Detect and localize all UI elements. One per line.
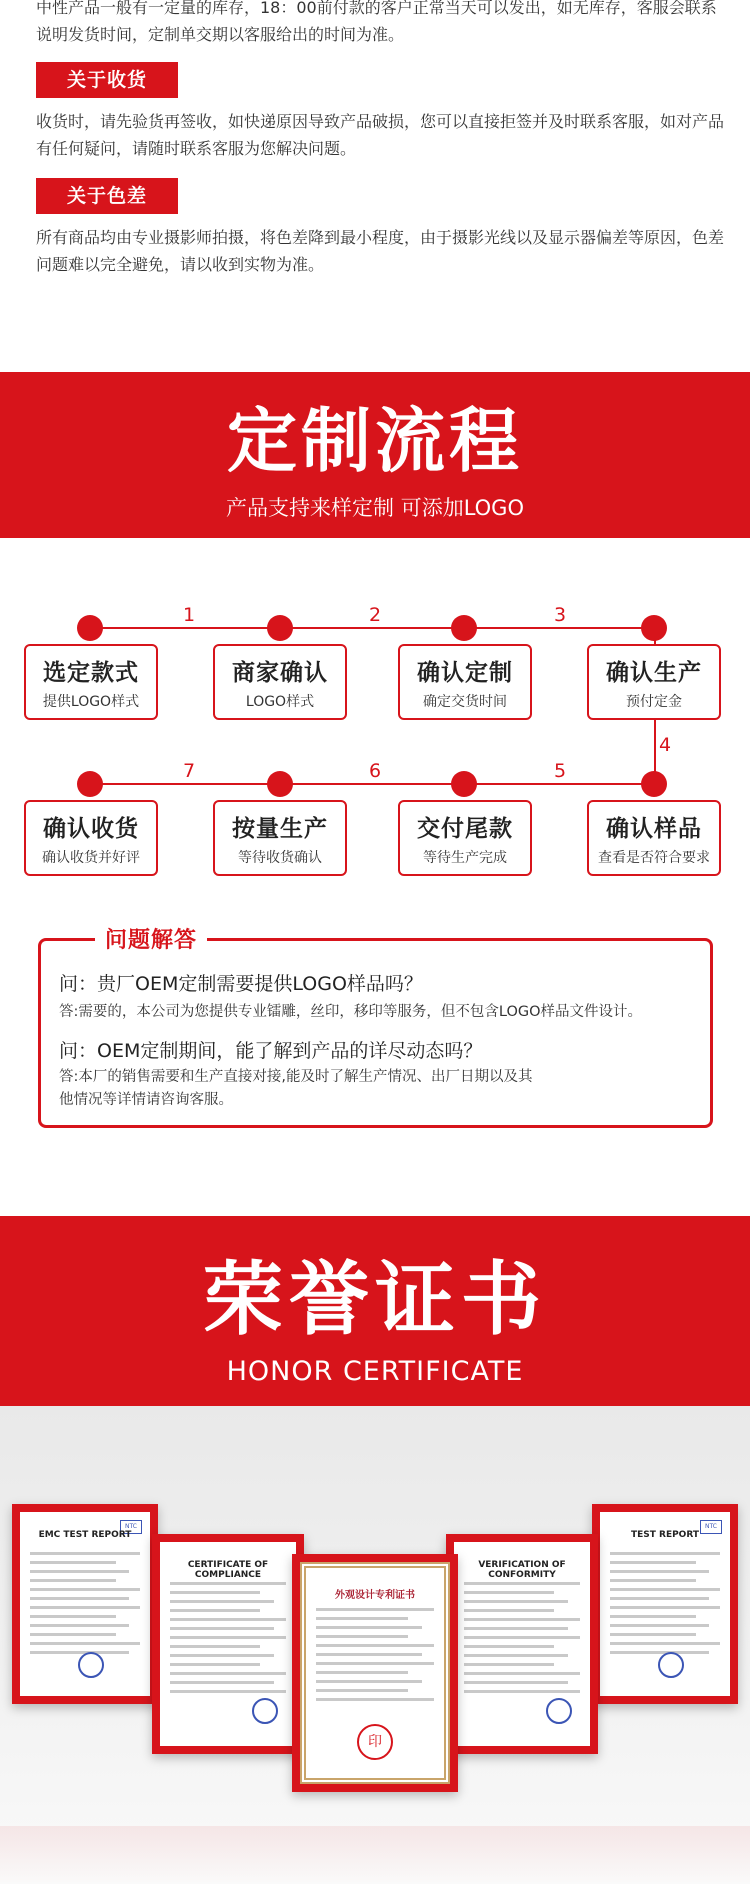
step-dot xyxy=(267,615,293,641)
step-number: 4 xyxy=(658,734,672,756)
step-desc: 提供LOGO样式 xyxy=(42,694,140,710)
ntc-logo-icon: NTC xyxy=(120,1520,142,1534)
step-desc: 查看是否符合要求 xyxy=(598,850,710,866)
certificate-body-lines xyxy=(464,1582,580,1699)
certificate-title: TEST REPORT xyxy=(630,1530,700,1540)
stamp-seal-icon xyxy=(546,1698,572,1724)
step-number: 1 xyxy=(182,604,196,626)
step-title: 商家确认 xyxy=(232,660,328,686)
certificate-test-report xyxy=(592,1504,738,1704)
step-title: 交付尾款 xyxy=(417,816,513,842)
official-seal-icon: 印 xyxy=(357,1724,393,1760)
color-tag: 关于色差 xyxy=(36,178,178,214)
step-desc: 确定交货时间 xyxy=(423,694,507,710)
certificate-emc-test-report xyxy=(12,1504,158,1704)
certificates-showcase xyxy=(0,1406,750,1884)
step-number: 2 xyxy=(368,604,382,626)
certificate-paper xyxy=(600,1512,730,1696)
step-title: 选定款式 xyxy=(43,660,139,686)
step-dot xyxy=(641,771,667,797)
step-confirm-custom xyxy=(398,644,532,720)
notice-section xyxy=(0,0,750,372)
certificate-title: EMC TEST REPORT xyxy=(38,1530,132,1540)
process-subtitle: 产品支持来样定制 可添加LOGO xyxy=(226,496,524,520)
receipt-tag: 关于收货 xyxy=(36,62,178,98)
step-desc: 预付定金 xyxy=(626,694,682,710)
faq-title: 问题解答 xyxy=(95,923,207,954)
shipping-text: 中性产品一般有一定量的库存，18：00前付款的客户正常当天可以发出，如无库存，客服会联系说明发货时间，定制单交期以客服给出的时间为准。 xyxy=(36,0,717,44)
certificate-body-lines xyxy=(316,1608,434,1707)
faq-box xyxy=(38,928,713,1128)
step-desc: 确认收货并好评 xyxy=(42,850,140,866)
certificate-title: CERTIFICATE OF COMPLIANCE xyxy=(187,1560,269,1580)
certificate-title: 外观设计专利证书 xyxy=(335,1590,415,1601)
certificate-paper xyxy=(160,1542,296,1746)
certificate-verification-of-conformity xyxy=(446,1534,598,1754)
faq-answer-2-line-2: 他情况等详情请咨询客服。 xyxy=(59,1092,233,1108)
certificate-body-lines xyxy=(170,1582,286,1699)
ntc-logo-icon: NTC xyxy=(700,1520,722,1534)
step-confirm-receipt xyxy=(24,800,158,876)
process-banner xyxy=(0,372,750,538)
step-dot xyxy=(267,771,293,797)
step-dot xyxy=(77,615,103,641)
receipt-text: 收货时，请先验货再签收，如快递原因导致产品破损，您可以直接拒签并及时联系客服，如对产品有任何疑问，请随时联系客服为您解决问题。 xyxy=(36,112,725,158)
faq-question-2: 问：OEM定制期间，能了解到产品的详尽动态吗？ xyxy=(59,1040,483,1062)
stamp-seal-icon xyxy=(78,1652,104,1678)
step-desc: LOGO样式 xyxy=(245,694,315,710)
step-confirm-production xyxy=(587,644,721,720)
step-dot xyxy=(641,615,667,641)
step-number: 7 xyxy=(182,760,196,782)
honor-subtitle: HONOR CERTIFICATE xyxy=(226,1356,524,1387)
certificate-body-lines xyxy=(30,1552,140,1660)
connector-line-top xyxy=(90,627,655,629)
process-title: 定制流程 xyxy=(227,400,523,482)
step-title: 确认生产 xyxy=(606,660,702,686)
faq-question-1: 问：贵厂OEM定制需要提供LOGO样品吗？ xyxy=(59,973,423,995)
step-number: 3 xyxy=(553,604,567,626)
step-title: 按量生产 xyxy=(232,816,328,842)
step-number: 6 xyxy=(368,760,382,782)
faq-answer-1: 答:需要的，本公司为您提供专业镭雕，丝印，移印等服务，但不包含LOGO样品文件设计。 xyxy=(59,1004,643,1020)
certificate-paper xyxy=(20,1512,150,1696)
certificate-design-patent xyxy=(292,1554,458,1792)
honor-banner xyxy=(0,1216,750,1406)
certificate-paper xyxy=(300,1562,450,1784)
certificate-paper xyxy=(454,1542,590,1746)
step-title: 确认定制 xyxy=(417,660,513,686)
step-select-style xyxy=(24,644,158,720)
step-dot xyxy=(451,615,477,641)
step-dot xyxy=(77,771,103,797)
stamp-seal-icon xyxy=(252,1698,278,1724)
stamp-seal-icon xyxy=(658,1652,684,1678)
step-mass-production xyxy=(213,800,347,876)
color-text: 所有商品均由专业摄影师拍摄，将色差降到最小程度，由于摄影光线以及显示器偏差等原因，色差问题难以完全避免，请以收到实物为准。 xyxy=(36,228,725,274)
certificate-title: VERIFICATION OF CONFORMITY xyxy=(478,1560,566,1580)
step-desc: 等待收货确认 xyxy=(238,850,322,866)
faq-answer-2-line-1: 答:本厂的销售需要和生产直接对接,能及时了解生产情况、出厂日期以及其 xyxy=(59,1069,533,1085)
step-dot xyxy=(451,771,477,797)
certificate-body-lines xyxy=(610,1552,720,1660)
step-confirm-sample xyxy=(587,800,721,876)
step-desc: 等待生产完成 xyxy=(423,850,507,866)
step-title: 确认收货 xyxy=(43,816,139,842)
step-title: 确认样品 xyxy=(606,816,702,842)
certificate-of-compliance xyxy=(152,1534,304,1754)
step-final-payment xyxy=(398,800,532,876)
connector-line-bottom xyxy=(90,783,655,785)
step-number: 5 xyxy=(553,760,567,782)
honor-title: 荣誉证书 xyxy=(203,1253,547,1346)
step-merchant-confirm xyxy=(213,644,347,720)
process-flow xyxy=(0,538,750,888)
floor-reflection xyxy=(0,1826,750,1884)
